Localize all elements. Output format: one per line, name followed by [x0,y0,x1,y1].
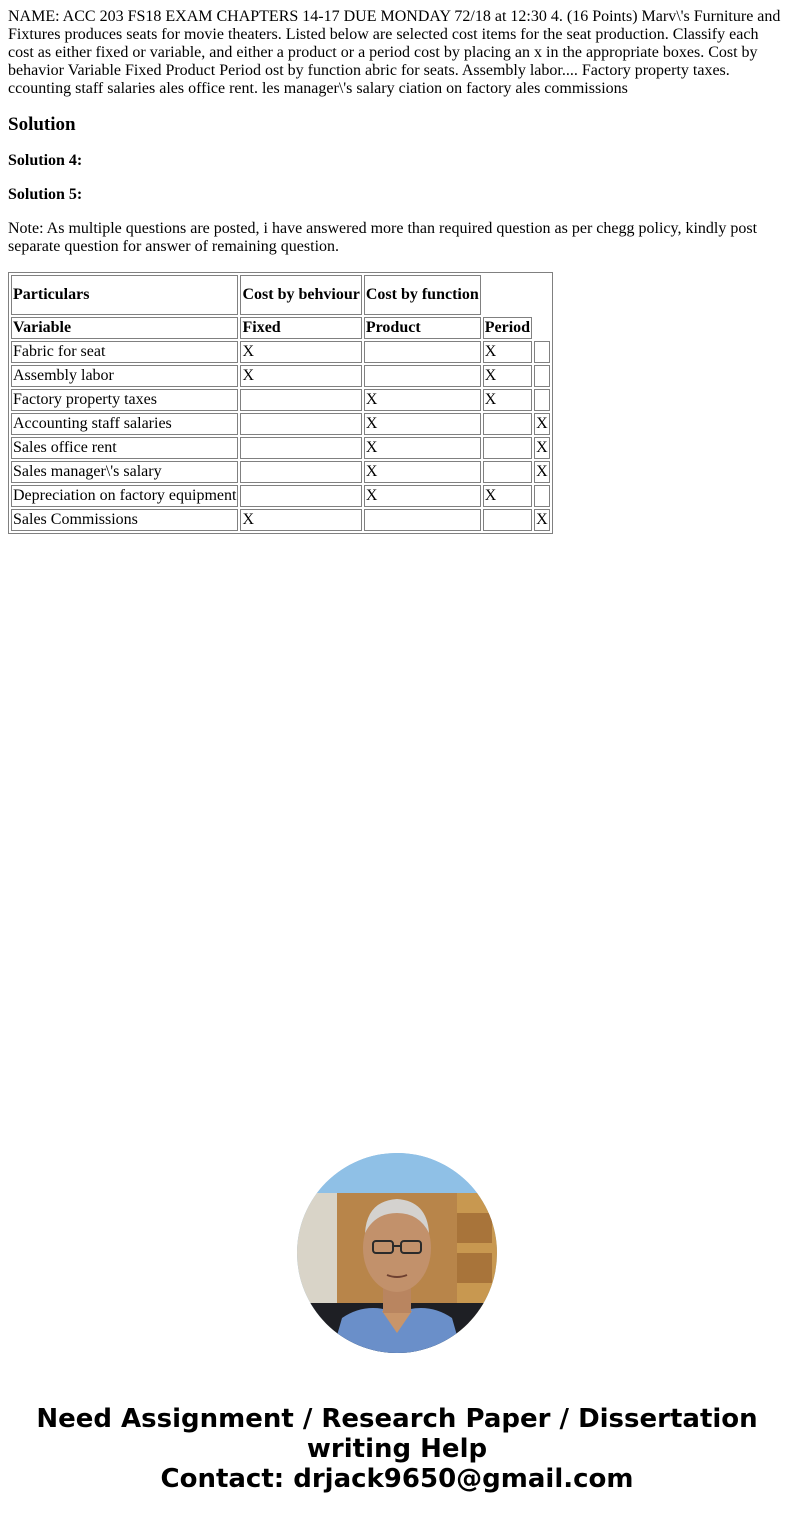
cell-col4 [483,509,532,531]
cell-col4 [483,437,532,459]
cost-item-name: Factory property taxes [11,389,238,411]
cell-col2 [240,437,361,459]
cell-col2 [240,485,361,507]
cell-col5: X [534,437,550,459]
cell-col2 [240,413,361,435]
solution-5-heading: Solution 5: [8,186,83,203]
header-particulars: Particulars [11,275,238,315]
cost-item-name: Sales manager\'s salary [11,461,238,483]
table-row [11,485,550,507]
header-variable: Variable [11,317,238,339]
table-row [11,461,550,483]
cell-col2: X [240,365,361,387]
cell-col3 [364,365,481,387]
cost-item-name: Accounting staff salaries [11,413,238,435]
cost-item-name: Depreciation on factory equipment [11,485,238,507]
author-avatar [297,1153,497,1353]
table-row [11,437,550,459]
table-row [11,509,550,531]
table-subheader-row [11,317,550,339]
header-blank-cell [534,317,550,339]
header-cost-by-behaviour: Cost by behviour [240,275,361,315]
cell-col4 [483,413,532,435]
cell-col3: X [364,389,481,411]
question-text: NAME: ACC 203 FS18 EXAM CHAPTERS 14-17 DUE MONDAY 72/18 at 12:30 4. (16 Points) Marv\'s Furniture and Fixtures produces seats for movie theaters. Listed below are selected cost items for the seat production. Classify each cost as either fixed or variable, and either a product or a period cost by placing an x in the appropriate boxes. Cost by behavior Variable Fixed Product Period ost by function abric for seats. Assembly labor.... Factory property taxes. ccounting staff salaries ales office rent. les manager\'s salary ciation on factory ales commissions [8,8,781,97]
cell-col3: X [364,461,481,483]
cell-col3 [364,341,481,363]
promo-line-1: Need Assignment / Research Paper / Dissertation [36,1404,758,1434]
cell-col5 [534,341,550,363]
cell-col3: X [364,485,481,507]
cell-col5: X [534,461,550,483]
cell-col4: X [483,341,532,363]
policy-note: Note: As multiple questions are posted, i have answered more than required question as per chegg policy, kindly post separate question for answer of remaining question. [8,220,758,255]
page-content [0,0,794,534]
table-header-row [11,275,550,315]
header-cost-by-function: Cost by function [364,275,481,315]
cost-item-name: Sales Commissions [11,509,238,531]
cell-col5 [534,485,550,507]
header-blank-cell [534,275,550,315]
cell-col4: X [483,485,532,507]
cost-item-name: Sales office rent [11,437,238,459]
cell-col4: X [483,365,532,387]
table-row [11,413,550,435]
cell-col3 [364,509,481,531]
header-period: Period [483,317,532,339]
table-row [11,389,550,411]
cost-item-name: Assembly labor [11,365,238,387]
table-row [11,365,550,387]
promo-banner [0,1404,794,1494]
cell-col3: X [364,413,481,435]
solution-heading: Solution [8,114,76,135]
cost-classification-table [8,272,553,534]
cell-col5: X [534,509,550,531]
cell-col5: X [534,413,550,435]
solution-4-heading: Solution 4: [8,152,83,169]
cell-col4 [483,461,532,483]
author-portrait-image [297,1153,497,1353]
header-product: Product [364,317,481,339]
cell-col5 [534,389,550,411]
promo-line-2: writing Help [306,1434,488,1464]
header-fixed: Fixed [240,317,361,339]
cost-item-name: Fabric for seat [11,341,238,363]
cell-col2: X [240,341,361,363]
cell-col4: X [483,389,532,411]
table-row [11,341,550,363]
cell-col3: X [364,437,481,459]
header-blank-cell [483,275,532,315]
cell-col2 [240,389,361,411]
cell-col2 [240,461,361,483]
cell-col2: X [240,509,361,531]
promo-contact: Contact: drjack9650@gmail.com [160,1464,634,1494]
cell-col5 [534,365,550,387]
